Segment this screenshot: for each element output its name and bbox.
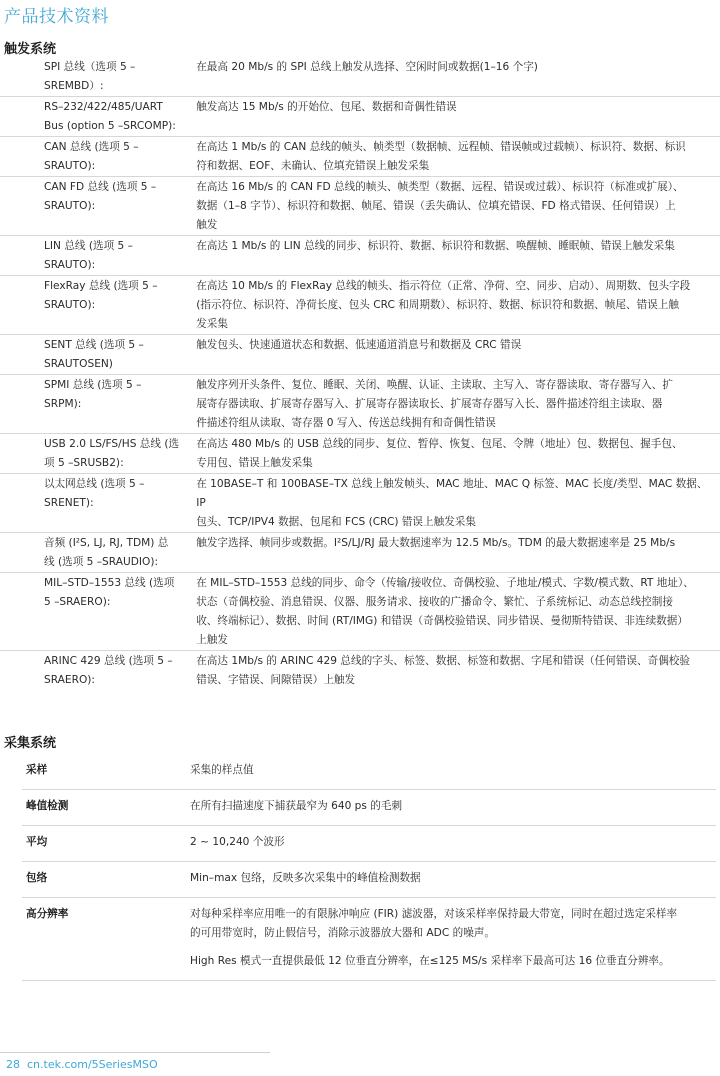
spec-label: 以太网总线 (选项 5 – SRENET):: [44, 478, 145, 509]
spec-paragraph: 采集的样点值: [190, 764, 254, 776]
spec-description: [170, 790, 716, 825]
footer-divider: [0, 1052, 270, 1053]
page-header-title: 产品技术资料: [4, 7, 109, 27]
spec-description: [170, 862, 716, 897]
spec-description: [170, 898, 716, 980]
trigger-spec-row: [0, 374, 720, 433]
spec-paragraph: High Res 模式一直提供最低 12 位垂直分辨率，在≤125 MS/s 采样率下最高可达 16 位垂直分辨率。: [190, 955, 670, 967]
acquisition-spec-row: [22, 862, 716, 898]
acquisition-spec-row: [22, 826, 716, 862]
page-number: 28: [6, 1058, 20, 1071]
acquisition-spec-table: [22, 754, 716, 981]
spec-label: USB 2.0 LS/FS/HS 总线 (选 项 5 –SRUSB2):: [44, 438, 180, 469]
trigger-spec-row: [0, 650, 720, 690]
spec-description: 在高达 1 Mb/s 的 CAN 总线的帧头、帧类型（数据帧、远程帧、错误帧或过载帧）、标识符、数据、标识 符和数据、EOF、未确认、位填充错误上触发采集: [196, 141, 686, 172]
trigger-spec-row: [0, 235, 720, 275]
spec-paragraph: Min–max 包络，反映多次采集中的峰值检测数据: [190, 872, 421, 884]
spec-description: 在高达 10 Mb/s 的 FlexRay 总线的帧头、指示符位（正常、净荷、空、同步、启动）、周期数、包头字段 (指示符位、标识符、净荷长度、包头 CRC 和周期数）、标识符、数据、标识符和数据、帧尾、错误上触 发采集: [196, 280, 691, 330]
spec-label: ARINC 429 总线 (选项 5 – SRAERO):: [44, 655, 173, 686]
spec-description: [170, 754, 716, 789]
trigger-spec-row: [0, 572, 720, 650]
footer-link[interactable]: cn.tek.com/5SeriesMSO: [27, 1058, 158, 1071]
trigger-spec-row: [0, 136, 720, 176]
spec-description: [170, 826, 716, 861]
spec-label: 包络: [26, 872, 48, 884]
spec-description: 在高达 1Mb/s 的 ARINC 429 总线的字头、标签、数据、标签和数据、字尾和错误（任何错误、奇偶校验 错误、字错误、间隙错误）上触发: [196, 655, 690, 686]
spec-label: 高分辨率: [26, 908, 69, 920]
spec-description: 在最高 20 Mb/s 的 SPI 总线上触发从选择、空闲时间或数据(1–16 个字): [196, 61, 538, 73]
spec-label: 音频 (I²S, LJ, RJ, TDM) 总 线 (选项 5 –SRAUDIO):: [44, 537, 169, 568]
spec-label: SENT 总线 (选项 5 – SRAUTOSEN): [44, 339, 144, 370]
trigger-spec-row: [0, 473, 720, 532]
trigger-spec-row: [0, 532, 720, 572]
spec-label: 平均: [26, 836, 48, 848]
acquisition-spec-row: [22, 790, 716, 826]
spec-paragraph: 在所有扫描速度下捕获最窄为 640 ps 的毛刺: [190, 800, 403, 812]
spec-label: MIL–STD–1553 总线 (选项 5 –SRAERO):: [44, 577, 175, 608]
spec-label: CAN 总线 (选项 5 – SRAUTO):: [44, 141, 139, 172]
acquisition-spec-row: [22, 754, 716, 790]
spec-label: FlexRay 总线 (选项 5 – SRAUTO):: [44, 280, 158, 311]
trigger-spec-row: [0, 58, 720, 96]
page-footer: [0, 1052, 720, 1076]
spec-description: 在高达 16 Mb/s 的 CAN FD 总线的帧头、帧类型（数据、远程、错误或过载）、标识符（标准或扩展）、 数据（1–8 字节）、标识符和数据、帧尾、错误（丢失确认、位填充错误、FD 格式错误、任何错误）上 触发: [196, 181, 684, 231]
spec-label: RS–232/422/485/UART Bus (option 5 –SRCOMP):: [44, 101, 176, 132]
acquisition-spec-row: [22, 898, 716, 981]
spec-label: 峰值检测: [26, 800, 69, 812]
trigger-spec-row: [0, 176, 720, 235]
trigger-spec-row: [0, 433, 720, 473]
spec-description: 触发包头、快速通道状态和数据、低速通道消息号和数据及 CRC 错误: [196, 339, 522, 351]
spec-label: 采样: [26, 764, 48, 776]
spec-description: 在 MIL–STD–1553 总线的同步、命令（传输/接收位、奇偶校验、子地址/模式、字数/模式数、RT 地址）、 状态（奇偶校验、消息错误、仪器、服务请求、接收的广播命令、繁忙、子系统标记、动态总线控制接 收、终端标记）、数据、时间 (RT/IMG) 和错误（奇偶校验错误、同步错误、曼彻斯特错误、非连续数据） 上触发: [196, 577, 694, 646]
spec-description: 触发字选择、帧同步或数据。I²S/LJ/RJ 最大数据速率为 12.5 Mb/s。TDM 的最大数据速率是 25 Mb/s: [196, 537, 676, 549]
spec-label: CAN FD 总线 (选项 5 – SRAUTO):: [44, 181, 157, 212]
spec-paragraph: 对每种采样率应用唯一的有限脉冲响应 (FIR) 滤波器，对该采样率保持最大带宽，同时在超过选定采样率 的可用带宽时，防止假信号，消除示波器放大器和 ADC 的噪声。: [190, 908, 678, 939]
spec-description: 触发序列开头条件、复位、睡眠、关闭、唤醒、认证、主读取、主写入、寄存器读取、寄存器写入、扩 展寄存器读取、扩展寄存器写入、扩展寄存器读取长、扩展寄存器写入长、器件描述符组主读取、器 件描述符组从读取、寄存器 0 写入、传送总线拥有和奇偶性错误: [196, 379, 673, 429]
spec-label: SPI 总线（选项 5 – SREMBD）:: [44, 61, 136, 92]
spec-label: LIN 总线 (选项 5 – SRAUTO):: [44, 240, 133, 271]
trigger-spec-table: [0, 58, 720, 690]
spec-description: 触发高达 15 Mb/s 的开始位、包尾、数据和奇偶性错误: [196, 101, 457, 113]
trigger-spec-row: [0, 275, 720, 334]
spec-description: 在高达 480 Mb/s 的 USB 总线的同步、复位、暂停、恢复、包尾、令牌（地址）包、数据包、握手包、 专用包、错误上触发采集: [196, 438, 683, 469]
spec-paragraph: 2 ~ 10,240 个波形: [190, 836, 285, 848]
spec-description: 在高达 1 Mb/s 的 LIN 总线的同步、标识符、数据、标识符和数据、唤醒帧、睡眠帧、错误上触发采集: [196, 240, 675, 252]
spec-label: SPMI 总线 (选项 5 – SRPM):: [44, 379, 142, 410]
trigger-section-title: 触发系统: [4, 42, 57, 57]
spec-description: 在 10BASE–T 和 100BASE–TX 总线上触发帧头、MAC 地址、MAC Q 标签、MAC 长度/类型、MAC 数据、IP 包头、TCP/IPV4 数据、包尾和 FCS (CRC) 错误上触发采集: [196, 478, 708, 528]
trigger-spec-row: [0, 96, 720, 136]
trigger-spec-row: [0, 334, 720, 374]
acquisition-section-title: 采集系统: [4, 736, 57, 751]
